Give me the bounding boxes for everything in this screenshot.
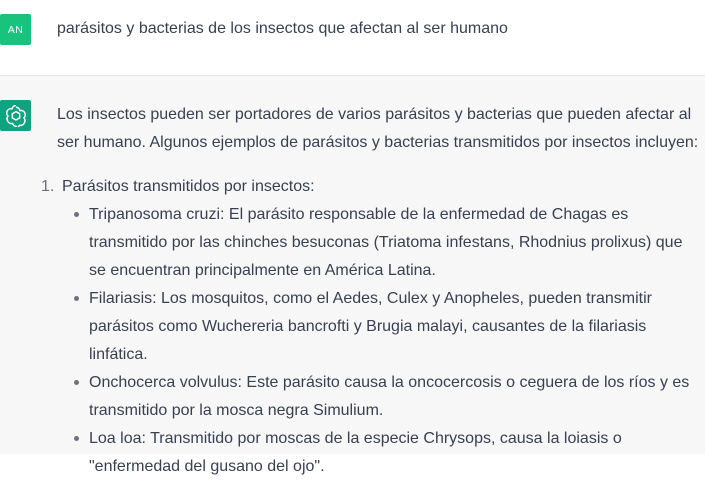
- main-list: [41, 173, 703, 481]
- sub-list-item-text: Filariasis: Los mosquitos, como el Aedes, Culex y Anopheles, pueden transmitir parásitos como Wuchereria bancrofti y Brugia malayi, causantes de la filariasis linfática.: [89, 290, 652, 363]
- sub-list-item: [87, 201, 703, 285]
- list-marker: 1.: [41, 178, 55, 195]
- bullet-icon: [74, 380, 79, 385]
- bullet-icon: [74, 436, 79, 441]
- list-item-title: Parásitos transmitidos por insectos:: [62, 178, 315, 195]
- openai-logo-icon: [0, 100, 31, 131]
- sub-list: [62, 201, 703, 481]
- user-message-text: parásitos y bacterias de los insectos que afectan al ser humano: [57, 20, 508, 37]
- sub-list-item: [87, 285, 703, 369]
- user-avatar: AN: [0, 14, 31, 45]
- sub-list-item: [87, 369, 703, 425]
- sub-list-item-text: Onchocerca volvulus: Este parásito causa la oncocercosis o ceguera de los ríos y es transmitido por la mosca negra Simulium.: [89, 374, 690, 419]
- assistant-message-row: [0, 76, 705, 475]
- sub-list-item-text: Tripanosoma cruzi: El parásito responsable de la enfermedad de Chagas es transmitido por las chinches besuconas (Triatoma infestans, Rhodnius prolixus) que se encuentran principalmente en América Latina.: [89, 206, 683, 279]
- assistant-intro: Los insectos pueden ser portadores de varios parásitos y bacterias que pueden afectar al ser humano. Algunos ejemplos de parásitos y bacterias transmitidos por insectos incluyen:: [57, 106, 699, 151]
- sub-list-item-text: Loa loa: Transmitido por moscas de la especie Chrysops, causa la loiasis o "enfermedad del gusano del ojo".: [89, 430, 622, 475]
- bullet-icon: [74, 212, 79, 217]
- assistant-message-content: [41, 101, 703, 481]
- bullet-icon: [74, 296, 79, 301]
- sub-list-item: [87, 425, 703, 481]
- user-message-row: [0, 0, 705, 76]
- list-item: [41, 173, 703, 481]
